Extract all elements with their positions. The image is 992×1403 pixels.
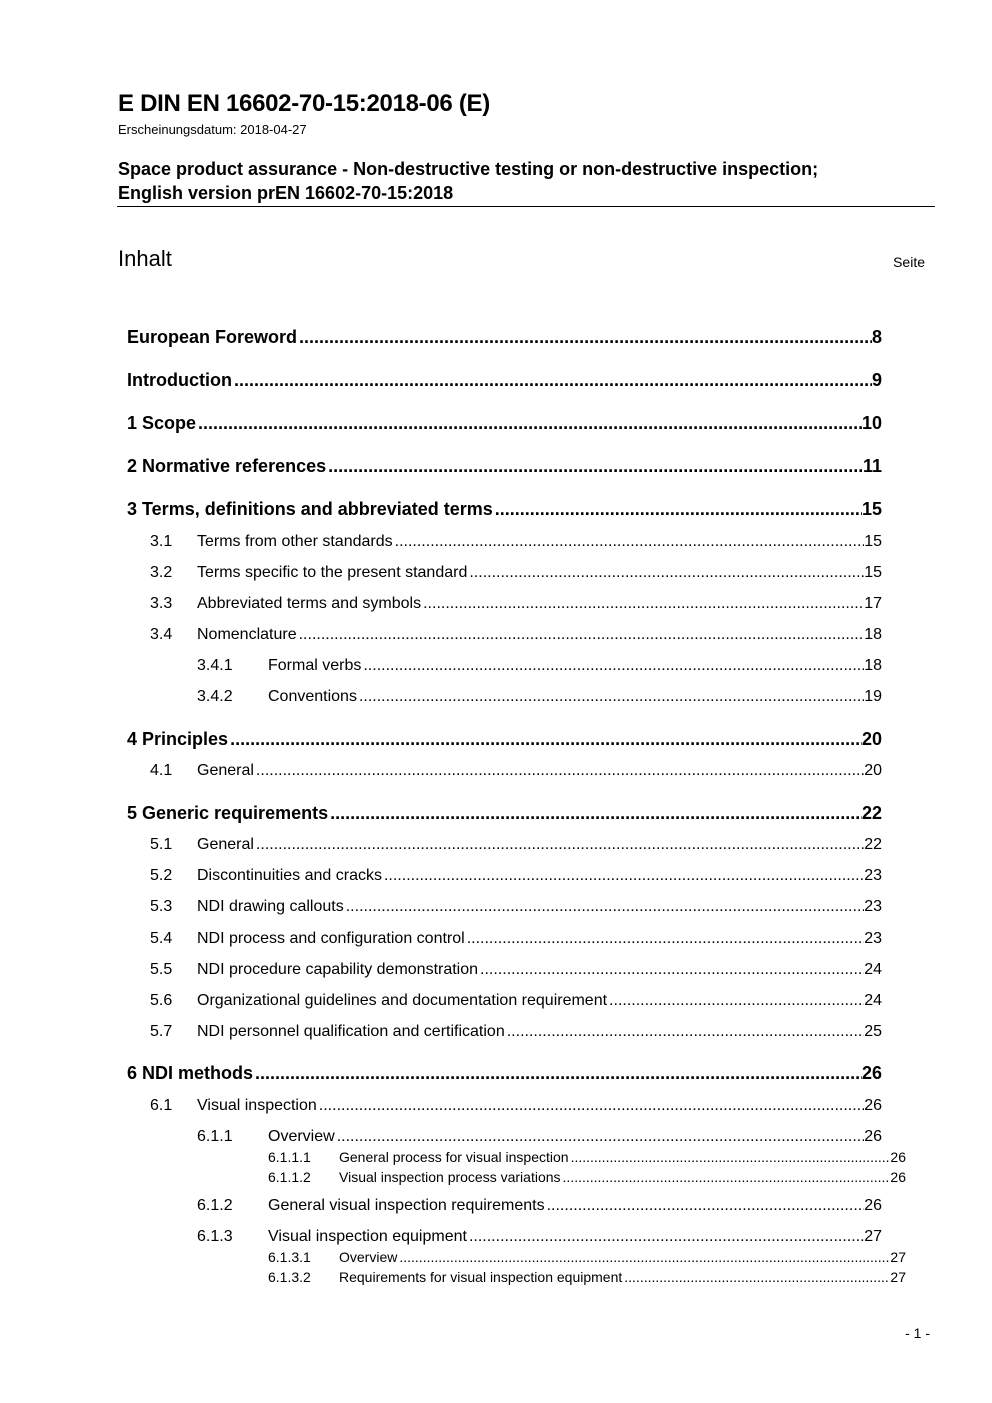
toc-entry-number: 4.1 [150, 762, 173, 779]
toc-entry-page: 19 [864, 688, 882, 705]
toc-entry-number: 3.1 [150, 533, 173, 550]
toc-entry-page: 9 [871, 370, 882, 390]
toc-entry-6-1-1[interactable] [197, 1128, 882, 1150]
toc-entry-page: 23 [864, 867, 882, 884]
toc-entry-page: 27 [890, 1269, 906, 1285]
toc-entry-page: 20 [861, 729, 882, 749]
toc-entry-number: 3.4.1 [197, 657, 233, 674]
toc-entry-6[interactable] [127, 1063, 882, 1087]
toc-entry-5-3[interactable] [150, 898, 882, 920]
toc-entry-3-3[interactable] [150, 595, 882, 617]
toc-entry-label: Generic requirements [142, 803, 329, 823]
header-rule [117, 206, 935, 207]
toc-entry-label: Visual inspection equipment [268, 1228, 467, 1245]
toc-entry-number: 5.6 [150, 992, 173, 1009]
toc-entry-page: 22 [864, 836, 882, 853]
toc-entry-number: 2 [127, 456, 138, 476]
toc-entry-3-4-2[interactable] [197, 688, 882, 710]
toc-entry-number: 6.1.1.1 [268, 1149, 311, 1165]
toc-entry-number: 6.1.3.1 [268, 1249, 311, 1265]
toc-entry-label: General [197, 836, 254, 853]
toc-entry-page: 24 [864, 992, 882, 1009]
toc-entry-number: 6.1.3 [197, 1228, 233, 1245]
toc-entry-european-foreword[interactable] [127, 327, 882, 351]
toc-entry-page: 24 [864, 961, 882, 978]
toc-entry-3-4[interactable] [150, 626, 882, 648]
toc-entry-number: 6.1 [150, 1097, 173, 1114]
toc-entry-5-2[interactable] [150, 867, 882, 889]
toc-entry-page: 8 [871, 327, 882, 347]
toc-entry-page: 26 [861, 1063, 882, 1083]
toc-entry-number: 6.1.1 [197, 1128, 233, 1145]
toc-entry-page: 15 [861, 499, 882, 519]
toc-entry-label: General process for visual inspection [339, 1149, 569, 1165]
toc-entry-5-5[interactable] [150, 961, 882, 983]
toc-entry-page: 17 [864, 595, 882, 612]
toc-entry-5[interactable] [127, 803, 882, 827]
toc-entry-label: Organizational guidelines and documentation requirement [197, 992, 608, 1009]
toc-entry-5-7[interactable] [150, 1023, 882, 1045]
toc-entry-number: 3.3 [150, 595, 173, 612]
toc-entry-6-1-3-2[interactable] [268, 1269, 906, 1287]
toc-entry-page: 15 [864, 533, 882, 550]
toc-entry-number: 3.4.2 [197, 688, 233, 705]
toc-heading: Inhalt [118, 246, 172, 271]
toc-entry-label: Terms specific to the present standard [197, 564, 468, 581]
toc-entry-label: Visual inspection process variations [339, 1169, 561, 1185]
document-id: E DIN EN 16602-70-15:2018-06 (E) [118, 90, 490, 117]
toc-entry-label: Normative references [142, 456, 327, 476]
toc-entry-number: 6.1.1.2 [268, 1169, 311, 1185]
toc-entry-number: 5.3 [150, 898, 173, 915]
toc-entry-label: NDI personnel qualification and certification [197, 1023, 505, 1040]
toc-entry-page: 26 [864, 1197, 882, 1214]
toc-entry-2[interactable] [127, 456, 882, 480]
toc-entry-label: Formal verbs [268, 657, 362, 674]
toc-entry-6-1-1-2[interactable] [268, 1169, 906, 1187]
toc-entry-3[interactable] [127, 499, 882, 523]
toc-entry-page: 20 [864, 762, 882, 779]
toc-entry-number: 3 [127, 499, 138, 519]
toc-entry-3-2[interactable] [150, 564, 882, 586]
toc-entry-introduction[interactable] [127, 370, 882, 394]
toc-entry-6-1-1-1[interactable] [268, 1149, 906, 1167]
toc-entry-page: 18 [864, 626, 882, 643]
toc-entry-number: 3.2 [150, 564, 173, 581]
toc-entry-page: 11 [862, 456, 882, 476]
toc-entry-6-1-2[interactable] [197, 1197, 882, 1219]
toc-entry-number: 4 [127, 729, 138, 749]
toc-entry-page: 23 [864, 898, 882, 915]
toc-entry-1[interactable] [127, 413, 882, 437]
toc-entry-label: Introduction [127, 370, 232, 390]
toc-entry-page: 26 [890, 1149, 906, 1165]
toc-entry-label: Principles [142, 729, 229, 749]
toc-entry-number: 5.7 [150, 1023, 173, 1040]
toc-entry-label: Visual inspection [197, 1097, 317, 1114]
toc-entry-number: 5.1 [150, 836, 173, 853]
toc-entry-number: 6 [127, 1063, 138, 1083]
toc-entry-page: 15 [864, 564, 882, 581]
toc-entry-page: 25 [864, 1023, 882, 1040]
toc-entry-page: 10 [861, 413, 882, 433]
page-column-label: Seite [893, 254, 925, 270]
toc-entry-page: 27 [864, 1228, 882, 1245]
toc-entry-6-1-3-1[interactable] [268, 1249, 906, 1267]
toc-entry-label: Overview [268, 1128, 335, 1145]
toc-entry-number: 6.1.2 [197, 1197, 233, 1214]
toc-entry-label: General [197, 762, 254, 779]
toc-entry-label: NDI procedure capability demonstration [197, 961, 479, 978]
toc-entry-label: Conventions [268, 688, 357, 705]
toc-entry-page: 27 [890, 1249, 906, 1265]
toc-entry-number: 5.4 [150, 930, 173, 947]
toc-entry-6-1-3[interactable] [197, 1228, 882, 1250]
toc-entry-5-6[interactable] [150, 992, 882, 1014]
toc-entry-number: 3.4 [150, 626, 173, 643]
toc-entry-3-1[interactable] [150, 533, 882, 555]
toc-entry-page: 22 [861, 803, 882, 823]
document-title-line-2: English version prEN 16602-70-15:2018 [118, 183, 454, 203]
document-title-line-1: Space product assurance - Non-destructive testing or non-destructive inspection; [118, 159, 819, 179]
toc-entry-number: 5.2 [150, 867, 173, 884]
toc-entry-page: 18 [864, 657, 882, 674]
toc-entry-4-1[interactable] [150, 762, 882, 784]
toc-entry-label: Discontinuities and cracks [197, 867, 382, 884]
toc-entry-number: 1 [127, 413, 138, 433]
toc-entry-page: 26 [864, 1097, 882, 1114]
toc-entry-page: 26 [864, 1128, 882, 1145]
toc-entry-label: Terms, definitions and abbreviated terms [142, 499, 493, 519]
toc-entry-label: NDI drawing callouts [197, 898, 344, 915]
toc-entry-label: General visual inspection requirements [268, 1197, 545, 1214]
toc-entry-4[interactable] [127, 729, 882, 753]
toc-entry-label: Overview [339, 1249, 398, 1265]
toc-entry-label: Terms from other standards [197, 533, 393, 550]
toc-entry-page: 23 [864, 930, 882, 947]
toc-entry-number: 5.5 [150, 961, 173, 978]
toc-entry-5-4[interactable] [150, 930, 882, 952]
page-number: - 1 - [905, 1325, 930, 1341]
toc-entry-label: Scope [142, 413, 197, 433]
toc-entry-label: NDI methods [142, 1063, 254, 1083]
toc-entry-number: 6.1.3.2 [268, 1269, 311, 1285]
toc-entry-label: Nomenclature [197, 626, 297, 643]
publication-date: Erscheinungsdatum: 2018-04-27 [118, 122, 307, 137]
toc-entry-number: 5 [127, 803, 138, 823]
toc-entry-label: NDI process and configuration control [197, 930, 465, 947]
toc-entry-page: 26 [890, 1169, 906, 1185]
toc-entry-5-1[interactable] [150, 836, 882, 858]
toc-entry-label: Abbreviated terms and symbols [197, 595, 422, 612]
toc-entry-3-4-1[interactable] [197, 657, 882, 679]
toc-entry-label: Requirements for visual inspection equipment [339, 1269, 623, 1285]
toc-entry-label: European Foreword [127, 327, 298, 347]
toc-entry-6-1[interactable] [150, 1097, 882, 1119]
